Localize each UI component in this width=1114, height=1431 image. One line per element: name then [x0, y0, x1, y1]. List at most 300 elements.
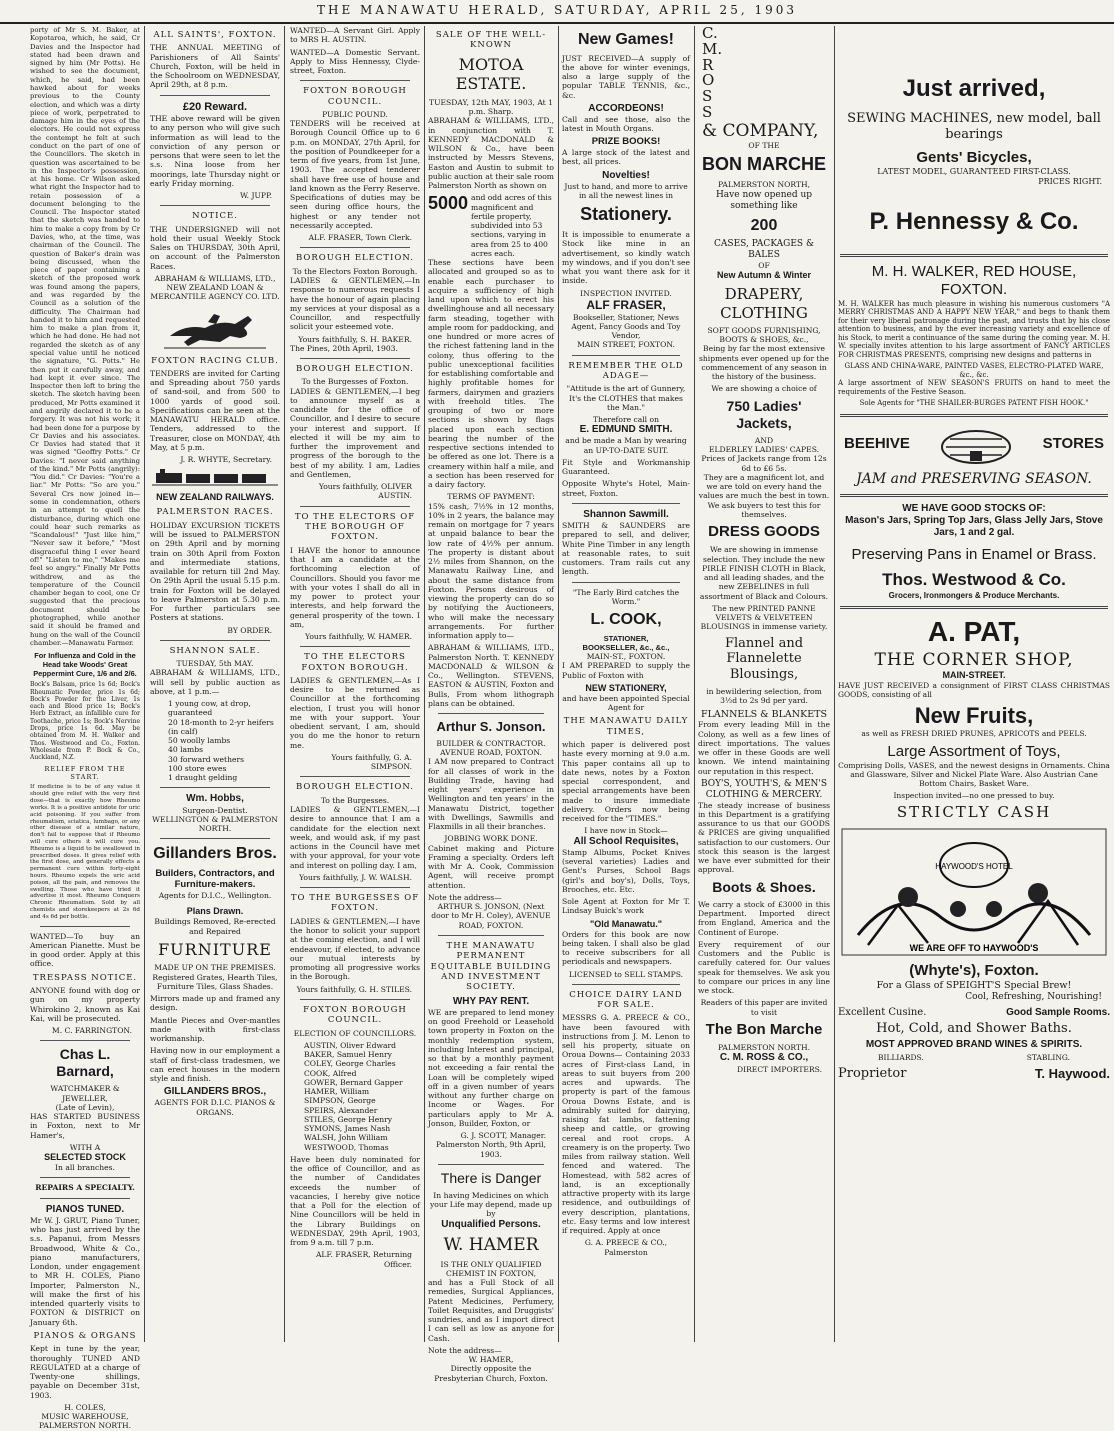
choice-text: We are showing a choice of [711, 384, 817, 394]
coles-town: PALMERSTON NORTH. [38, 1421, 132, 1431]
column-7 [838, 26, 1110, 1344]
adage-heading: REMEMBER THE OLD ADAGE— [568, 360, 684, 381]
shannon-body: ABRAHAM & WILLIAMS, LTD., will sell by public auction as above, at 1 p.m.— [150, 668, 280, 696]
cm-ross-company: & COMPANY, [702, 120, 819, 141]
westwood-subheading: Grocers, Ironmongers & Produce Merchants. [888, 590, 1060, 600]
election5-signature: Yours faithfully, J. W. WALSH. [299, 872, 412, 882]
hobbs-town: WELLINGTON & PALMERSTON NORTH. [152, 814, 278, 834]
candidate-name: BAKER, Samuel Henry [304, 1050, 392, 1060]
jonson-trade: BUILDER & CONTRACTOR. [436, 738, 546, 748]
sale-body-2: These sections have been allocated and grouped so as to enable each purchaser to acquire a sufficiency of high land upon which to erect his dwellinghouse and all necessary farm steading, together with ample room for paddocking, and one hundred or more acres of the richest fattening land in the colony, thus offering to the public unexceptional facilities for establishing comfortable and highly profitable homes for farmers, dairymen and graziers with freehold titles. The grouping of two or more sections is shown by flags placed upon each section bearing the number of the respective sections intended to be offered as one lot. There is a creamery within half a mile, and a section has been reserved for a dairy factory. [428, 258, 554, 489]
jonson-body: I AM now prepared to Contract for all classes of work in the Building Trade, having had eight years' experience in Wellington and ten years' in the Manawatu District, together with Dwellings, Sawmills and Flaxmills in all their branches. [428, 757, 554, 832]
shannon-lot: 1 draught gelding [168, 773, 238, 783]
cook-address: MAIN-ST., FOXTON. [586, 652, 666, 662]
reward-body: THE above reward will be given to any person who will give such information as will lead to the conviction of any person or persons that were seen to let the s.s. Nina loose from her moorings, late Thursday night or early Friday morning. [150, 114, 280, 188]
licensed-stamps: LICENSED to SELL STAMPS. [568, 969, 684, 979]
repairs: REPAIRS A SPECIALTY. [35, 1183, 135, 1193]
barnard-trade: WATCHMAKER & JEWELLER, [50, 1084, 120, 1103]
election4-body: LADIES & GENTLEMEN,—As I desire to be returned as Councillor at the forthcoming election, I trust you will honor me with your support. Your obedient servant, I am, should you do me the honor to return me. [290, 675, 420, 750]
soft-goods-body: Being by far the most extensive shipments ever opened up for the commencement of any season in the history of the business. [699, 344, 829, 382]
bon-marche-number: 200 [750, 216, 778, 234]
jonson-note: Note the address— [428, 892, 502, 902]
shannon-lot: 100 store ewes [168, 763, 227, 773]
column-6 [698, 26, 830, 1344]
excellent-cuisine: Excellent Cusine. [838, 1006, 927, 1018]
jars-list: Mason's Jars, Spring Top Jars, Glass Jelly Jars, Stove Jars, 1 and 2 gal. [845, 515, 1103, 539]
divider [840, 254, 1108, 257]
election7-signature: ALF. FRASER, Returning Officer. [315, 1250, 412, 1269]
of-the: OF THE [748, 141, 780, 151]
society-heading: THE MANAWATU PERMANENT EQUITABLE BUILDING AND INVESTMENT SOCIETY. [430, 940, 552, 993]
gents-bicycles: Gents' Bicycles, [916, 148, 1032, 166]
rent-signature: G. J. SCOTT, Manager. [460, 1131, 546, 1141]
divider [300, 999, 410, 1000]
candidate-name: WALSH, John William [304, 1133, 388, 1143]
divider [160, 205, 270, 206]
hamer-signature: W. HAMER, [468, 1355, 514, 1365]
council-signature: ALF. FRASER, Town Clerk. [308, 233, 412, 243]
bon-marche-footer: The Bon Marche [705, 1020, 823, 1038]
column-rule [558, 26, 559, 1342]
organs-heading: PIANOS & ORGANS [33, 1330, 137, 1341]
candidate-list [290, 1041, 420, 1152]
novelties-body: Just to hand, and more to arrive in all the newest lines in [564, 181, 688, 200]
divider [160, 787, 270, 788]
candidate-name: SYMONS, James Nash [304, 1124, 391, 1134]
latest-model: LATEST MODEL, GUARANTEED FIRST-CLASS. [877, 167, 1071, 177]
shannon-lot: 40 lambs [168, 745, 203, 755]
choice-land-signature: G. A. PREECE & CO., Palmerston [584, 1238, 668, 1257]
barnard-body: HAS STARTED BUSINESS in Foxton, next to Mr Hamer's, [30, 1112, 140, 1140]
candidate-name: AUSTIN, Oliver Edward [304, 1040, 396, 1050]
speights-brew: For a Glass of SPEIGHT'S Special Brew! [876, 980, 1072, 991]
hamer-note: Note the address— [428, 1345, 502, 1355]
beehive-banner [838, 423, 1110, 465]
railways-signature: BY ORDER. [227, 625, 272, 635]
pat-body: HAVE JUST RECEIVED a consignment of FIRST CLASS CHRISTMAS GOODS, consisting of all [838, 681, 1110, 700]
proprietor-row [838, 1066, 1110, 1082]
allsaints-body: THE ANNUAL MEETING of Parishioners of All Saints' Church, Foxton, will be held in the Schoolroom on WEDNESDAY, April 29th, at 8 p.m. [150, 43, 280, 90]
racehorse-illustration [160, 306, 270, 352]
candidate-name: GOWER, Bernard Gapper [304, 1077, 403, 1087]
adage-call: Therefore call on [592, 415, 659, 425]
election2-to: To the Burgesses of Foxton. [301, 377, 409, 387]
accordeons-heading: ACCORDEONS! [588, 102, 664, 114]
election3-signature: Yours faithfully, W. HAMER. [305, 632, 412, 642]
terms-body: 15% cash, 7½% in 12 months, 10% in 2 years, the balance may remain on mortgage for 7 years at unpaid balance to bear the low rate of 4½% per annum. The property is distant about 2½ miles from Shannon, on the Manawatu Railway Line, and about the same distance from Foxton. Persons desirous of viewing the property can do so by notifying the Auctioneers, who will make the necessary arrangements. For further information apply to— [428, 501, 554, 640]
every-requirement: Every requirement of our Customers and the Public is carefully catered for. Our values speak for themselves. We ask you to compare our prices in any line we stock. [698, 939, 830, 996]
divider [300, 887, 410, 888]
cook-trade: STATIONER, [603, 633, 649, 643]
jonson-address: AVENUE ROAD, FOXTON. [440, 748, 542, 758]
column-2 [150, 26, 280, 1344]
pianos-body: Mr W. J. GRUT, Piano Tuner, who has just arrived by the s.s. Papanui, from Messrs Broadwood, White & Co., piano manufacturers, London, under engagement to MR H. COLES, Piano Importer, Palmerston N., will make the first of his intended quarterly visits to FOXTON & DISTRICT on January 6th. [30, 1215, 140, 1327]
danger-body: In having Medicines on which your Life may depend, made up by [430, 1190, 552, 1219]
barnard-name: Chas L. Barnard, [56, 1046, 114, 1080]
gillanders-trade: Builders, Contractors, and Furniture-makers. [155, 867, 275, 891]
jobbing-body: Cabinet making and Picture Framing a specialty. Orders left with Mr A. Cook, Commission Agent, will receive prompt attention. [428, 843, 554, 890]
council-body: TENDERS will be received at Borough Council Office up to 6 p.m. on MONDAY, 27th April, for the position of Poundkeeper for a term of five years, from 1st June, 1903. The accepted tenderer shall have free use of house and land known as the Ferry Reserve. Specifications of duties may be seen during office hours, the highest or any tender not necessarily accepted. [290, 119, 420, 230]
election1-heading: BOROUGH ELECTION. [296, 253, 414, 264]
divider [40, 1198, 130, 1199]
boys-clothing: BOY'S, YOUTH'S, & MEN'S CLOTHING & MERCERY. [700, 778, 828, 800]
election3-heading: TO THE ELECTORS OF THE BOROUGH OF FOXTON. [294, 511, 416, 543]
smith-body: and be made a Man by wearing an UP-TO-DATE SUIT. [565, 436, 687, 455]
choice-land-heading: CHOICE DAIRY LAND FOR SALE. [569, 989, 683, 1011]
column-rule [834, 26, 835, 1342]
walker-sole-agents: Sole Agents for "THE SHAILER-BURGES PATENT FISH HOOK." [859, 399, 1089, 408]
plans-heading: Plans Drawn. [186, 906, 244, 917]
trespass-body: ANYONE found with dog or gun on my property Whirokino 2, known as Kai Kai, will be prosecuted. [30, 986, 140, 1023]
trespass-signature: M. C. FARRINGTON. [51, 1026, 132, 1036]
games-body: JUST RECEIVED—A supply of the above for winter evenings, also a large supply of the popular TABLE TENNIS, &c., &c. [562, 53, 690, 100]
and-text: AND [754, 435, 774, 445]
just-arrived: Just arrived, [902, 75, 1046, 102]
boots-heading: Boots & Shoes. [712, 878, 816, 895]
divider [40, 1040, 130, 1041]
bon-marche-cases: CASES, PACKAGES & BALES [714, 239, 814, 261]
wanted-pianette: WANTED—To buy an American Pianette. Must be in good order. Apply at this office. [30, 931, 140, 969]
preserving-pans: Preserving Pans in Enamel or Brass. [851, 545, 1097, 563]
election4-heading: TO THE ELECTORS FOXTON BOROUGH. [301, 652, 409, 673]
cool-refreshing: Cool, Refreshing, Nourishing! [965, 991, 1102, 1002]
organs-body: Kept in tune by the year, thoroughly TUNED AND REGULATED at a charge of Twenty-one shillings, payable on December 31st, 1903. [30, 1344, 140, 1400]
smith-address: Opposite Whyte's Hotel, Main-street, Foxton. [562, 479, 690, 498]
shannon-heading: SHANNON SALE. [169, 645, 261, 656]
divider [840, 494, 1108, 497]
capes-text: ELDERLEY LADIES' CAPES. [708, 445, 820, 455]
election1-to: To the Electors Foxton Borough. [292, 266, 418, 276]
mirrors-text: Mirrors made up and framed any design. [150, 994, 280, 1013]
divider [40, 1177, 130, 1178]
hotel-sign-text: HAYWOOD'S HOTEL [935, 861, 1013, 871]
proprietor-label: Proprietor [838, 1065, 907, 1081]
stationery-heading: Stationery. [580, 204, 672, 225]
election1-body: LADIES & GENTLEMEN,—In response to numerous requests I have the honour of again placing my services at your disposal as a Councillor, and respectfully solicit your esteemed vote. [290, 276, 420, 332]
cm-ross-letter: R [702, 55, 714, 74]
rent-date: Palmerston North, 9th April, 1903. [436, 1140, 546, 1159]
council-report: porty of Mr S. M. Baker, at Kopotaroa, which, he said, Cr Davies and the Inspector had stated had been drawn and signed by him (Mr Potts). He wished to see the document, which, he said, had been hawked about for weeks previous to the County election, and which was a dirty piece of work, perpetrated to damage him in the eyes of the electors. He could not express the contempt he felt at such conduct on the part of one of the Councillors. The sketch in question was ascertained to be in the Inspector's possession, at his home. Cr Wilson asked what right the Inspector had to retain possession of a document belonging to the Council. The Inspector stated that the sketch was handed to him to make a copy from by Cr Davies, who, at the time, was chairman of the Council. The question of Baker's drain was being discussed, when the piece of paper containing a sketch of the proposed work was found among the papers, and was regarded by the Council as a solution of the difficulty. The Chairman had handed it to him and requested him to make a plan from it, which he had done. He had not regarded the sketch as of any special value until he noticed the signature, "G. Potts." He then put it carefully away, and had kept it ever since. The Inspector then left to bring the sketch. The sketch having been produced, Mr Potts examined it and angrily declared it to be a forgery. It was not his work; it had been done for a purpose by Cr Davies and his associates. Cr Davies had stated that it was signed "Geoffry Potts." Cr Davies: "I never said anything of the kind." Mr Potts (angrily): "You did." Cr Davies: "You're a liar." Mr Potts: "So are you." Several Crs now joined in—some in condemnation, others in an attempt to quell the disturbance, during which one could hear such remarks as "Scandalous!" "Just like him," "Never saw it before," "Most disgraceful thing I ever heard of!" "Listen to me," "Makes me feel so angry." Finally Mr Potts withdrew, and as the temperature of the Council chamber began to cool, one Cr suggested that the precious document should be photographed, while another said it should be framed and hung on the wall of the Council chamber.—Manawatu Farmer. [30, 26, 140, 647]
gillanders-footer-agents: AGENTS FOR D.I.C. PIANOS & ORGANS. [154, 1098, 276, 1117]
smith-name: E. EDMUND SMITH. [579, 424, 673, 436]
hamer-name: W. HAMER [443, 1234, 539, 1255]
divider [438, 935, 544, 936]
candidate-name: STILES, George Henry [304, 1114, 393, 1124]
masthead [0, 0, 1114, 24]
barnard-stock: SELECTED STOCK [44, 1152, 126, 1163]
cm-ross-letter: S [702, 102, 713, 121]
coles-warehouse: MUSIC WAREHOUSE, [41, 1412, 129, 1421]
fraser-name: ALF FRASER, [586, 297, 666, 312]
walker-body: M. H. WALKER has much pleasure in wishing his numerous customers "A MERRY CHRISTMAS AND A HAPPY NEW YEAR," and begs to thank them for their very liberal patronage during the past, and trusts that by his close attention to business, and by the ever increasing variety and excellence of his Stock, to merit a continuance of the same during the coming year. M. H. W. specially invites attention to his large assortment of FANCY ARTICLES FOR CHRISTMAS PRESENTS, comprising new designs and patterns in [838, 299, 1110, 359]
toys-heading: Large Assortment of Toys, [887, 742, 1061, 760]
column-rule [694, 26, 695, 1342]
election6-signature: Yours faithfully, G. H. STILES. [296, 984, 412, 994]
railways-body: HOLIDAY EXCURSION TICKETS will be issued to PALMERSTON on 29th April and by morning train on 30th April from Foxton and intermediate stations, available for return till 2nd May. On 29th April the usual 5.15 p.m. train for Foxton will be delayed to leave Palmerston at 5.30 p.m. For further particulars see Posters at stations. [150, 520, 280, 623]
agent-body: Sole Agent at Foxton for Mr T. Lindsay Buick's work [562, 897, 690, 916]
sewing-machines: SEWING MACHINES, new model, ball bearings [847, 111, 1101, 143]
woods-ad-body: Bock's Balsam, price 1s 6d; Bock's Rheumatic Powder, price 1s 6d; Bock's Powder for the Liver, 1s each and Blood price 1s; Bock's Herb Extract, an infallible cure for Toothache, price 1s; Bock's Nervine Drops, price 1s 6d. May be obtained from M. H. Walker and Thos. Westwood and Co., Foxton. Wholesale from P. Bock & Co., Auckland, N.Z. [30, 681, 140, 762]
prize-body: A large stock of the latest and best, all prices. [562, 148, 690, 167]
sale-body: ABRAHAM & WILLIAMS, LTD., in conjunction with T. KENNEDY MACDONALD & WILSON & Co., have been instructed by Messrs Stevens, Easton and Austin to submit to public auction at their sale room Palmerston North as shown on [428, 116, 554, 190]
ladies-jackets: 750 Ladies' Jackets, [726, 397, 802, 431]
daily-heading: THE MANAWATU DAILY TIMES, [563, 716, 689, 737]
off-to-text: WE ARE OFF TO HAYWOOD'S [909, 942, 1039, 953]
candidate-name: SIMPSON, George [304, 1096, 376, 1106]
acres-block [428, 193, 554, 258]
hamer-subheading: IS THE ONLY QUALIFIED CHEMIST IN FOXTON, [440, 1259, 542, 1278]
coles-signature: H. COLES, [64, 1402, 106, 1412]
railways-subheading: PALMERSTON RACES. [156, 507, 274, 518]
sample-rooms: Good Sample Rooms. [1006, 1006, 1110, 1018]
election5-body: LADIES & GENTLEMEN,—I desire to announce that I am a candidate for the election next week, and would ask, if my past actions in the Council have met with your approval, for your vote and interest on polling day. I am, [290, 805, 420, 870]
beehive-right: STORES [1042, 434, 1104, 452]
jonson-signature: ARTHUR S. JONSON, (Next door to Mr H. Coley), AVENUE ROAD, FOXTON. [431, 902, 551, 930]
corner-shop: THE CORNER SHOP, [874, 649, 1074, 670]
prices-text: Prices of Jackets range from 12s 6d to £6 5s. [701, 454, 827, 473]
school-heading: All School Requisites, [573, 835, 679, 847]
council-subheading: PUBLIC POUND. [322, 109, 388, 119]
blankets-heading: FLANNELS & BLANKETS [701, 708, 827, 720]
cook-trade-2: BOOKSELLER, &c., &c., [582, 642, 670, 652]
billiards-row [838, 1051, 1110, 1064]
barnard-with: WITH A [69, 1142, 101, 1152]
reward-heading: £20 Reward. [182, 100, 248, 113]
billiards: BILLIARDS. [878, 1052, 924, 1062]
cm-ross-letter: O [702, 71, 715, 90]
westwood-name: Thos. Westwood & Co. [882, 569, 1066, 589]
bon-marche-heading: BON MARCHE [702, 154, 826, 175]
walker-fruits: A large assortment of NEW SEASON'S FRUITS on hand to meet the requirements of the Festive Season. [838, 379, 1110, 396]
election3-body: I HAVE the honor to announce that I am a candidate at the forthcoming election of Councillors. Should you favor me with your votes I shall do all in my power to protect your interests, and help forward the general prosperity of the town. I am, [290, 545, 420, 629]
candidate-name: SPEIRS, Alexander [304, 1105, 378, 1115]
barnard-branches: In all branches. [55, 1163, 115, 1173]
pat-name: A. PAT, [927, 616, 1021, 648]
beehive-icon [936, 423, 1016, 465]
panne-text: The new PRINTED PANNE VELVETS & VELVETEEN BLOUSINGS in immense variety. [700, 603, 828, 632]
beehive-left: BEEHIVE [844, 434, 910, 452]
games-heading: New Games! [577, 31, 675, 48]
prices-body: They are a magnificent lot, and we are told on every hand the values are much the best in town. We ask buyers to test this for themselves. [698, 472, 830, 519]
hobbs-name: Wm. Hobbs, [186, 793, 244, 805]
sawmill-body: SMITH & SAUNDERS are prepared to sell, and deliver, White Pine Timber in any length at reasonable rates, to suit customers. Tram rails cut any length. [562, 521, 690, 577]
hobbs-trade: Surgeon-Dentist. [182, 805, 248, 815]
mantle-text: Mantle Pieces and Over-mantles made with first-class workmanship. [150, 1015, 280, 1044]
main-street: MAIN-STREET. [942, 670, 1006, 681]
flannel-heading: Flannel and Flannelette Blousings, [724, 635, 804, 683]
cook-name: L. COOK, [590, 611, 662, 629]
divider [300, 646, 410, 647]
autumn-heading: New Autumn & Winter [716, 270, 812, 281]
jobbing-heading: JOBBING WORK DONE. [444, 834, 538, 844]
acres-text: and odd acres of this magnificent and fertile property, subdivided into 53 sections, varying in area from 25 to 400 acres each. [471, 193, 552, 258]
bon-marche-footer-company: C. M. ROSS & CO., [719, 1052, 809, 1064]
divider [160, 838, 270, 839]
readers-text: Readers of this paper are invited to visit [700, 998, 828, 1017]
new-fruits: New Fruits, [914, 702, 1034, 728]
rent-body: WE are prepared to lend money on good Freehold or Leasehold town property in Foxton on the monthly redemption system, including Interest and principal, so that by a monthly payment not exceeding a fair rental the Loan will be completely wiped off in a given number of years without any further charge on Income or Wages. For particulars apply to Mr A. Jonson, Builder, Foxton, or [428, 1007, 554, 1128]
column-rule [144, 26, 145, 1342]
jonson-name: Arthur S. Jonson. [436, 719, 546, 734]
election7-subheading: ELECTION OF COUNCILLORS. [293, 1028, 417, 1038]
gillanders-agents: Agents for D.I.C., Wellington. [158, 891, 272, 901]
terms-signature: ABRAHAM & WILLIAMS, LTD., Palmerston North. T. KENNEDY MACDONALD & WILSON & Co., Wellington. STEVENS, EASTON & AUSTIN, Foxton and Bulls, From whom lithograph plans can be obtained. [428, 643, 554, 708]
cook-new-stationery: NEW STATIONERY, [585, 682, 667, 693]
divider [160, 95, 270, 96]
bon-marche-town: PALMERSTON NORTH, [717, 180, 811, 190]
cm-ross-letter: C. [702, 24, 718, 42]
sawmill-heading: Shannon Sawmill. [583, 508, 669, 520]
notice-signature: ABRAHAM & WILLIAMS, LTD., NEW ZEALAND LOAN & MERCANTILE AGENCY CO. LTD. [150, 273, 280, 302]
candidate-name: HAMER, William [304, 1087, 370, 1097]
cook-body-2: and have been appointed Special Agent for [562, 693, 690, 713]
column-4 [428, 26, 554, 1383]
election2-signature: Yours faithfully, OLIVER AUSTIN. [318, 482, 412, 501]
cuisine-row [838, 1007, 1110, 1019]
column-rule [424, 26, 425, 1342]
furniture-heading: FURNITURE [158, 939, 272, 959]
divider [300, 80, 410, 81]
whytes-foxton: (Whyte's), Foxton. [909, 961, 1039, 979]
election7-body: Have been duly nominated for the office of Councillor, and as the number of Candidates exceeds the number of vacancies, I hereby give notice that a Poll for the election of Nine Councillors will be held in the Library Buildings on WEDNESDAY, 29th April, 1903, from 9 a.m. till 7 p.m. [290, 1154, 420, 1248]
column-5 [562, 26, 690, 1344]
hamer-address: Directly opposite the Presbyterian Church, Foxton. [434, 1364, 548, 1383]
old-manawatu-body: Orders for this book are now being taken. I shall also be glad to receive subscribers for all periodicals and newspapers. [562, 929, 690, 967]
unqualified-heading: Unqualified Persons. [441, 1218, 541, 1230]
racing-signature: J. R. WHYTE, Secretary. [180, 455, 272, 465]
column-1 [30, 26, 140, 1431]
fraser-trade: Bookseller, Stationer, News Agent, Fancy Goods and Toy Vendor, [571, 312, 681, 341]
reward-signature: W. JUPP. [240, 191, 272, 201]
relief-body: If medicine is to be of any value it should give relief with the very first dose—that is exactly how Rheumo works. It is a positive antidote for uric acid poisoning. If you suffer from rheumatism, sciatica, lumbago, or any other disease of a similar nature, don't fail to suppose that if Rheumo will cure others it will cure you. Rheumo is a liquid to be swallowed in prescribed doses. It gives relief with the first dose, and generally effects a permanent cure within forty-eight hours. Rheumo expels the uric acid poison, all the pain, and removes the swelling. Those who have tried it advertise it most. Rheumo Conquers Chronic Rheumatism. Sold by all chemists and storekeepers at 2s 6d and 4s 6d per bottle. [30, 784, 140, 920]
divider [300, 358, 410, 359]
masthead-title: THE MANAWATU HERALD, SATURDAY, APRIL 25, 1903 [317, 3, 797, 17]
baths: Hot, Cold, and Shower Baths. [876, 1020, 1072, 1036]
divider [300, 506, 410, 507]
hamer-body: and has a Full Stock of all remedies, Surgical Appliances, Patent Medicines, Perfumery, Toilet Requisites, and Druggists' sundries, and as I import direct I can sell as low as anyone for Cash. [428, 1278, 554, 1343]
strictly-cash: STRICTLY CASH [896, 803, 1052, 822]
sale-date: TUESDAY, 12th MAY, 1903, At 1 p.m. Sharp. [429, 97, 553, 116]
hennessy-name: P. Hennessy & Co. [869, 207, 1079, 235]
wanted-servant-girl: WANTED—A Servant Girl. Apply to MRS H. AUSTIN. [290, 26, 420, 45]
plans-body: Buildings Removed, Re-erected and Repaired [154, 917, 276, 936]
drapery-heading: DRAPERY, CLOTHING [720, 285, 808, 322]
boots-body: We carry a stock of £3000 in this Department. Imported direct from England, America and the Continent of Europe. [698, 899, 830, 937]
election5-heading: BOROUGH ELECTION. [296, 782, 414, 793]
inspection-invited: INSPECTION INVITED. [580, 288, 672, 298]
shannon-lot: 20 18-month to 2-yr heifers (in calf) [168, 717, 274, 736]
proprietor-name: T. Haywood. [1034, 1065, 1110, 1081]
toys-body: Comprising Dolls, VASES, and the newest designs in Ornaments. China and Glassware, Silver and Nickel Plate Ware. Also Austrian Cane Bottom Chairs, Basket Ware. [838, 760, 1110, 789]
election1-date: The Pines, 20th April, 1903. [290, 343, 398, 353]
pianos-heading: PIANOS TUNED. [45, 1203, 125, 1215]
dress-goods-heading: DRESS GOODS [708, 523, 820, 541]
novelties-heading: Novelties! [602, 169, 650, 181]
estate-name: MOTOA ESTATE. [455, 54, 527, 94]
cook-body: I AM PREPARED to supply the Public of Foxton with [562, 661, 690, 680]
daily-body: which paper is delivered post haste every morning at 9.0 a.m. This paper contains all up to date news, notes by a Foxton special correspondent, and special arrangements have been made to insure immediate delivery. Orders now being received for the "TIMES." [562, 740, 690, 824]
fraser-address: MAIN STREET, FOXTON. [577, 340, 675, 350]
acres-number: 5000 [428, 193, 469, 214]
fruits-body: as well as FRESH DRIED PRUNES, APRICOTS and PEELS. [861, 729, 1087, 739]
shannon-lot: 30 forward wethers [168, 754, 244, 764]
shannon-lot: 50 woolly lambs [168, 736, 231, 746]
wanted-domestic: WANTED—A Domestic Servant. Apply to Miss Hennessy, Clyde-street, Foxton. [290, 47, 420, 75]
sale-heading: SALE OF THE WELL-KNOWN [435, 30, 547, 51]
divider [300, 247, 410, 248]
stock-heading: I have now in Stock— [584, 826, 668, 836]
jam-season: JAM and PRESERVING SEASON. [856, 471, 1092, 488]
barnard-late: (Late of Levin), [55, 1102, 115, 1112]
divider [572, 582, 680, 583]
adage-body: "Attitude is the art of Gunnery, It's the CLOTHES that makes the Man." [566, 384, 686, 412]
early-bird: "The Early Bird catches the Worm." [572, 587, 680, 606]
divider [572, 984, 680, 985]
candidate-name: COLEY, George Charles [304, 1059, 396, 1069]
choice-land-body: MESSRS G. A. PREECE & CO., have been favoured with instructions from J. M. Lenon to sell his property, situate on Oroua Downs— Containing 2033 acres of First-class Land, in areas to suit buyers from 200 acres and upwards. The property is part of the famous Oroua Downs Estate, and is admirably suited for dairying, raising fat lambs, fattening sheep and cattle, or growing cereal and root crops. A creamery is on the property. Two miles from railway station. Well fenced and watered. The Homestead, with 582 acres of land, is an exceptionally attractive property with its large residence, and outbuildings of every description, plantations, etc. Easy terms and low interest if required. Apply at once [562, 1013, 690, 1236]
divider [840, 606, 1108, 609]
divider [160, 640, 270, 641]
old-manawatu: "Old Manawatu." [589, 918, 663, 929]
walker-glass: GLASS AND CHINA-WARE, PAINTED VASES, ELECTRO-PLATED WARE, &c., &c. [844, 362, 1104, 379]
staff-text: Having now in our employment a staff of first-class tradesmen, we can erect houses in the modern style and finish. [150, 1046, 280, 1084]
terms-heading: TERMS OF PAYMENT: [447, 492, 535, 502]
divider [40, 926, 130, 927]
election1-signature: Yours faithfully, S. H. BAKER. [298, 334, 412, 344]
walker-heading: M. H. WALKER, RED HOUSE, FOXTON. [871, 263, 1077, 299]
election6-body: LADIES & GENTLEMEN,—I have the honor to solicit your support at the coming election, and I will endeavour, if elected, to advance our mutual interests by promoting all progressive works in the Borough. [290, 916, 420, 982]
bon-marche-of: OF [758, 261, 770, 271]
good-stocks: WE HAVE GOOD STOCKS OF: [902, 503, 1046, 515]
danger-heading: There is Danger [440, 1169, 542, 1186]
divider [438, 1164, 544, 1165]
cm-ross-vertical [698, 26, 830, 121]
shannon-lot: 1 young cow, at drop, guaranteed [168, 699, 251, 718]
gillanders-footer: GILLANDERS BROS., [163, 1086, 267, 1098]
council-heading: FOXTON BOROUGH COUNCIL. [303, 86, 407, 107]
column-3 [290, 26, 420, 1344]
woods-ad-heading: For Influenza and Cold in the Head take Woods' Great Peppermint Cure, 1/6 and 2/6. [33, 651, 137, 679]
stationery-body: It is impossible to enumerate a Stock like mine in an advertisement, so kindly watch my windows, and if you don't see what you want there ask for it inside. [562, 230, 690, 286]
school-body: Stamp Albums, Pocket Knives (several varieties) Ladies and Gent's Purses, School Bags (girl's and boy's), Dolls, Toys, Brooches, etc. Etc. [562, 847, 690, 894]
stabling: STABLING. [1026, 1052, 1070, 1062]
flannel-body: in bewildering selection, from 3½d to 2s 9d per yard. [706, 687, 822, 706]
divider [840, 414, 1108, 417]
gillanders-name: Gillanders Bros. [153, 845, 277, 863]
cm-ross-letter: M. [702, 39, 723, 58]
election7-heading: FOXTON BOROUGH COUNCIL. [303, 1004, 407, 1026]
shannon-date: TUESDAY, 5th MAY. [176, 659, 254, 669]
soft-goods: SOFT GOODS FURNISHING, BOOTS & SHOES, &c., [707, 325, 821, 345]
divider [438, 713, 544, 714]
election2-heading: BOROUGH ELECTION. [296, 364, 414, 375]
furniture-body: MADE UP ON THE PREMISES. [154, 963, 276, 973]
shannon-lot-list [150, 699, 280, 782]
election6-heading: TO THE BURGESSES OF FOXTON. [290, 893, 420, 914]
prize-heading: PRIZE BOOKS! [591, 136, 661, 148]
candidate-name: WESTWOOD, Thomas [304, 1142, 389, 1152]
dress-goods-body: We are showing in immense selection. They include the new PIRLE FINISH CLOTH in Black, and all leading shades, and the new ZEBELINES in full assortment of Black and Colours. [699, 545, 829, 601]
bon-marche-body: Have now opened up something like [715, 189, 813, 211]
rent-heading: WHY PAY RENT. [452, 995, 530, 1007]
bon-marche-importers: DIRECT IMPORTERS. [736, 1064, 822, 1074]
grates-text: Registered Grates, Hearth Tiles, Furniture Tiles, Glass Shades. [152, 972, 278, 991]
notice-body: THE UNDERSIGNED will not hold their usual Weekly Stock Sales on THURSDAY, 30th April, on account of the Palmerston Races. [150, 224, 280, 271]
bon-marche-footer-town: PALMERSTON NORTH. [717, 1043, 811, 1053]
divider [572, 503, 680, 504]
notice-heading: NOTICE. [192, 211, 238, 222]
boys-clothing-body: The steady increase of business in this Department is a gratifying assurance to us that our GOODS & PRICES are giving unqualified satisfaction to our customers. Our stock this season is the largest we have ever submitted for their approval. [698, 800, 830, 875]
